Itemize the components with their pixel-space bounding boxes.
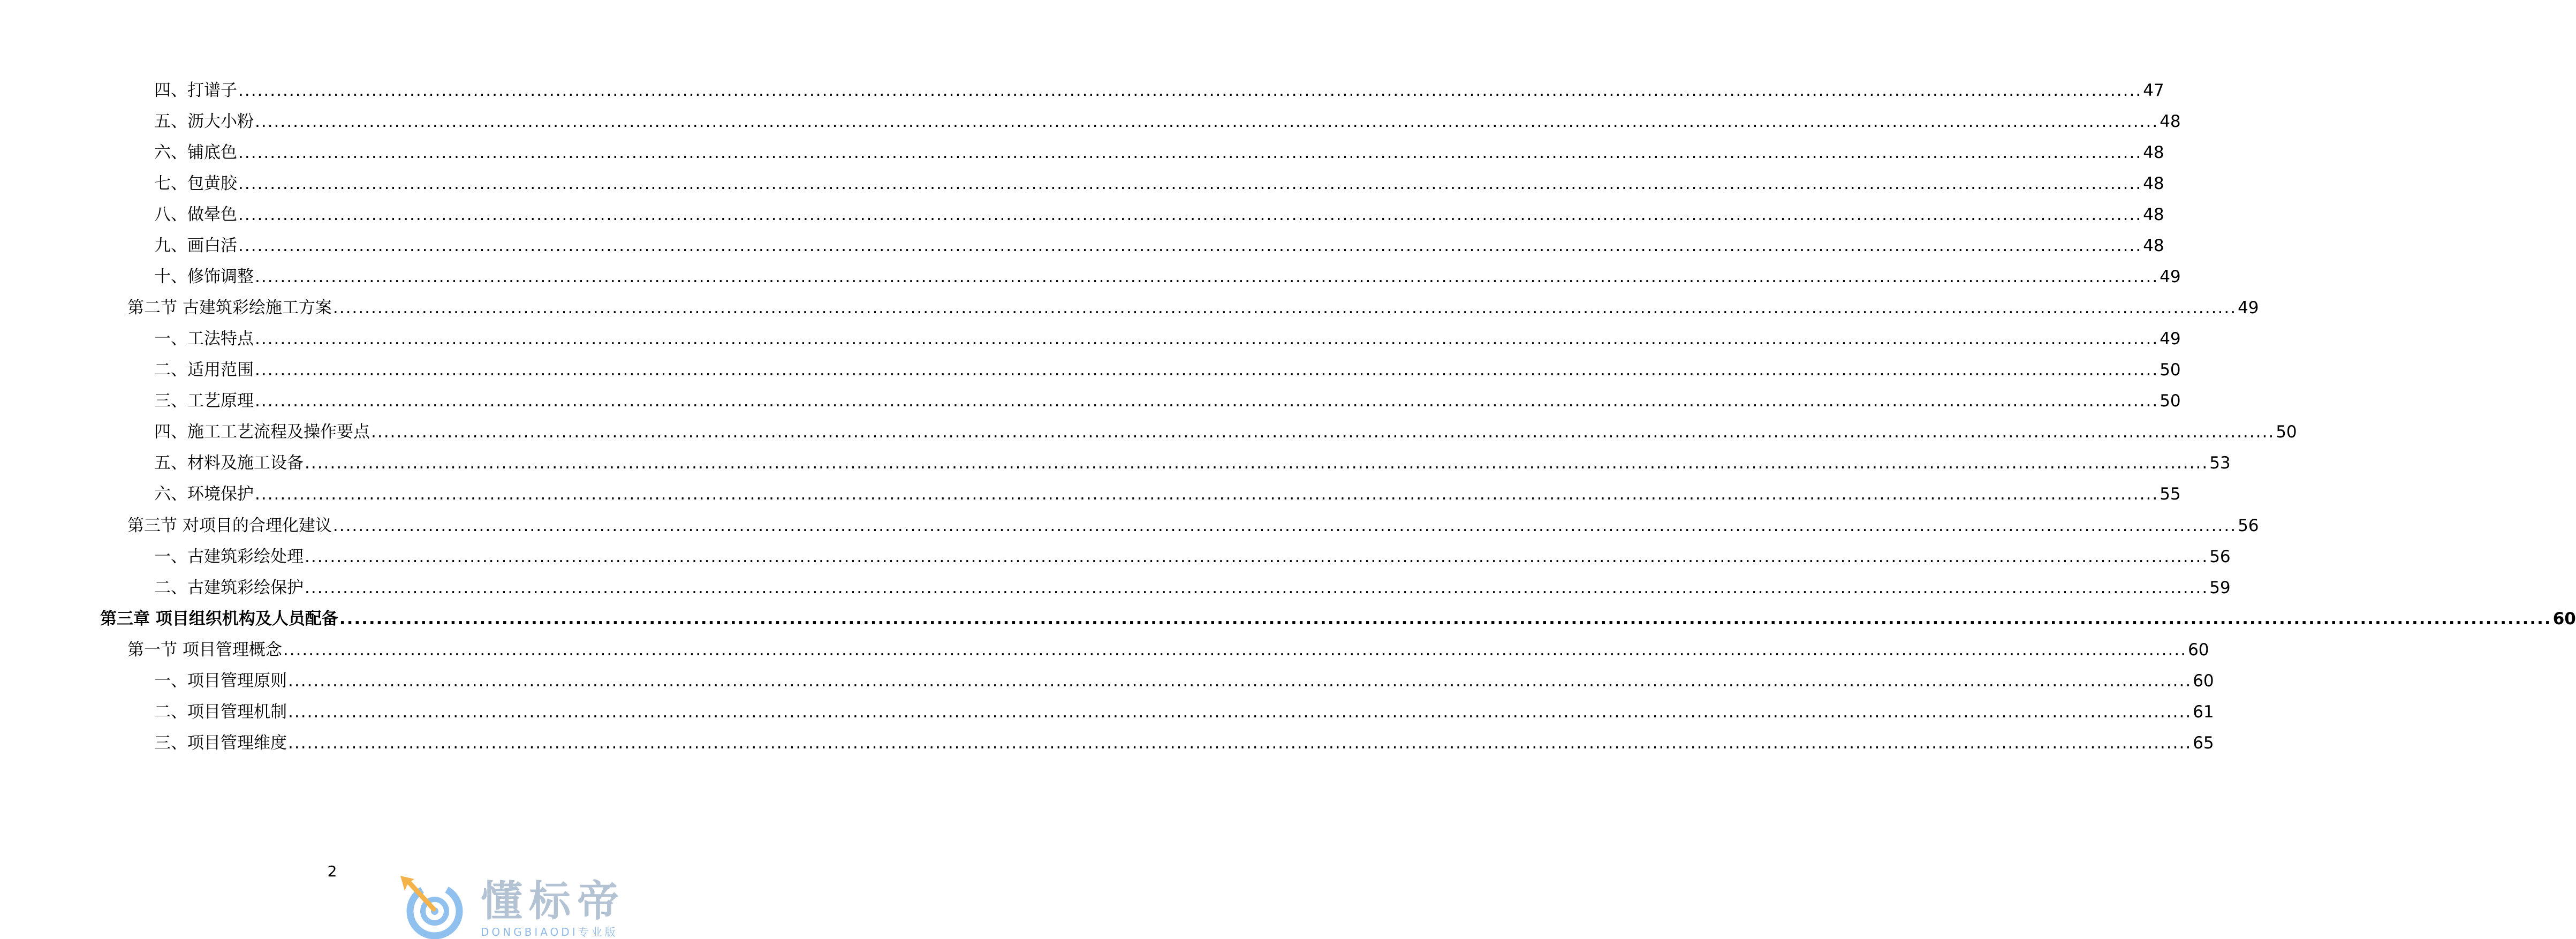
- toc-leader-dots: ............................................................................................................................................................................................................................................................................................................: [238, 236, 2142, 255]
- toc-leader-dots: ............................................................................................................................................................................................................................................................................................................: [238, 143, 2142, 162]
- toc-entry-page: 55: [2160, 484, 2181, 504]
- toc-entry[interactable]: [154, 700, 2214, 724]
- toc-entry-page: 48: [2143, 174, 2164, 193]
- toc-leader-dots: ............................................................................................................................................................................................................................................................................................................: [255, 329, 2159, 349]
- toc-entry-page: 49: [2238, 298, 2259, 317]
- toc-leader-dots: ............................................................................................................................................................................................................................................................................................................: [371, 422, 2275, 442]
- toc-entry-page: 60: [2188, 640, 2209, 660]
- watermark-brand-text: 懂标帝: [481, 877, 626, 926]
- toc-entry-page: 61: [2193, 702, 2214, 722]
- toc-leader-dots: ............................................................................................................................................................................................................................................................................................................: [305, 547, 2209, 566]
- toc-entry-page: 56: [2209, 547, 2231, 566]
- toc-entry-page: 50: [2160, 360, 2181, 380]
- toc-entry[interactable]: [154, 482, 2181, 506]
- page-number: 2: [327, 862, 337, 880]
- toc-leader-dots: ............................................................................................................................................................................................................................................................................................................: [255, 267, 2159, 286]
- toc-leader-dots: ............................................................................................................................................................................................................................................................................................................: [255, 484, 2159, 504]
- toc-entry[interactable]: [154, 545, 2231, 569]
- toc-entry-page: 47: [2143, 81, 2164, 100]
- toc-leader-dots: ............................................................................................................................................................................................................................................................................................................: [255, 391, 2159, 411]
- toc-leader-dots: ............................................................................................................................................................................................................................................................................................................: [332, 298, 2237, 317]
- toc-leader-dots: ............................................................................................................................................................................................................................................................................................................: [238, 81, 2142, 100]
- toc-entry-title: 一、项目管理原则: [154, 671, 287, 691]
- toc-entry-title: 四、打谱子: [154, 81, 237, 100]
- toc-entry-page: 49: [2160, 267, 2181, 286]
- toc-entry-page: 48: [2160, 112, 2181, 131]
- toc-leader-dots: ............................................................................................................................................................................................................................................................................................................: [283, 640, 2187, 660]
- toc-entry[interactable]: [154, 731, 2214, 755]
- toc-leader-dots: ............................................................................................................................................................................................................................................................................................................: [305, 453, 2209, 473]
- toc-entry-title: 四、施工工艺流程及操作要点: [154, 422, 370, 442]
- toc-entry-page: 49: [2160, 329, 2181, 349]
- toc-entry[interactable]: [154, 358, 2181, 382]
- toc-leader-dots: ............................................................................................................................................................................................................................................................................................................: [255, 112, 2159, 131]
- toc-entry-title: 十、修饰调整: [154, 267, 254, 286]
- toc-entry-page: 48: [2143, 205, 2164, 224]
- toc-entry[interactable]: [154, 420, 2297, 444]
- toc-entry-page: 56: [2238, 516, 2259, 535]
- toc-entry-title: 六、铺底色: [154, 143, 237, 162]
- toc-leader-dots: ............................................................................................................................................................................................................................................................................................................: [288, 671, 2192, 691]
- toc-entry-page: 50: [2276, 422, 2297, 442]
- toc-entry[interactable]: [154, 327, 2181, 351]
- toc-entry-page: 65: [2193, 733, 2214, 753]
- toc-leader-dots: ............................................................................................................................................................................................................................................................................................................: [339, 609, 2552, 628]
- toc-entry-title: 八、做晕色: [154, 205, 237, 224]
- toc-entry-title: 二、古建筑彩绘保护: [154, 578, 304, 597]
- toc-entry-page: 60: [2552, 609, 2576, 628]
- toc-entry-title: 六、环境保护: [154, 484, 254, 504]
- watermark: [396, 876, 664, 939]
- toc-entry-title: 七、包黄胶: [154, 174, 237, 193]
- watermark-subtitle: DONGBIAODI专业版: [481, 926, 618, 938]
- toc-entry-page: 60: [2193, 671, 2214, 691]
- toc-entry[interactable]: [127, 296, 2259, 320]
- toc-entry-title: 二、项目管理机制: [154, 702, 287, 722]
- toc-leader-dots: ............................................................................................................................................................................................................................................................................................................: [238, 205, 2142, 224]
- toc-entry-title: 第二节 古建筑彩绘施工方案: [127, 298, 332, 317]
- toc-entry-title: 一、古建筑彩绘处理: [154, 547, 304, 566]
- toc-entry-title: 五、材料及施工设备: [154, 453, 304, 473]
- toc-entry-title: 三、工艺原理: [154, 391, 254, 411]
- toc-entry-title: 第三节 对项目的合理化建议: [127, 516, 332, 535]
- toc-entry[interactable]: [154, 203, 2164, 226]
- toc-entry[interactable]: [100, 607, 2576, 631]
- toc-leader-dots: ............................................................................................................................................................................................................................................................................................................: [255, 360, 2159, 380]
- toc-entry[interactable]: [154, 389, 2181, 413]
- toc-entry-title: 三、项目管理维度: [154, 733, 287, 753]
- toc-entry[interactable]: [154, 172, 2164, 195]
- toc-entry-page: 59: [2209, 578, 2231, 597]
- toc-entry-page: 48: [2143, 143, 2164, 162]
- toc-entry-title: 九、画白活: [154, 236, 237, 255]
- toc-entry[interactable]: [154, 265, 2181, 289]
- toc-entry-page: 53: [2209, 453, 2231, 473]
- toc-entry-page: 48: [2143, 236, 2164, 255]
- toc-entry[interactable]: [154, 669, 2214, 693]
- toc-entry-title: 二、适用范围: [154, 360, 254, 380]
- toc-entry-title: 一、工法特点: [154, 329, 254, 349]
- toc-entry[interactable]: [154, 79, 2164, 102]
- toc-entry-title: 五、沥大小粉: [154, 112, 254, 131]
- toc-entry[interactable]: [127, 514, 2259, 537]
- toc-entry[interactable]: [154, 141, 2164, 164]
- toc-entry[interactable]: [154, 576, 2231, 600]
- toc-entry[interactable]: [154, 234, 2164, 258]
- toc-leader-dots: ............................................................................................................................................................................................................................................................................................................: [238, 174, 2142, 193]
- toc-entry-title: 第一节 项目管理概念: [127, 640, 282, 660]
- toc-entry[interactable]: [127, 638, 2209, 662]
- toc-entry-title: 第三章 项目组织机构及人员配备: [100, 609, 338, 628]
- toc-entry-page: 50: [2160, 391, 2181, 411]
- toc-entry[interactable]: [154, 110, 2181, 133]
- toc-leader-dots: ............................................................................................................................................................................................................................................................................................................: [288, 733, 2192, 753]
- toc-leader-dots: ............................................................................................................................................................................................................................................................................................................: [305, 578, 2209, 597]
- target-arrow-icon: [396, 876, 471, 939]
- toc-entry[interactable]: [154, 451, 2231, 475]
- toc-leader-dots: ............................................................................................................................................................................................................................................................................................................: [288, 702, 2192, 722]
- toc-leader-dots: ............................................................................................................................................................................................................................................................................................................: [332, 516, 2237, 535]
